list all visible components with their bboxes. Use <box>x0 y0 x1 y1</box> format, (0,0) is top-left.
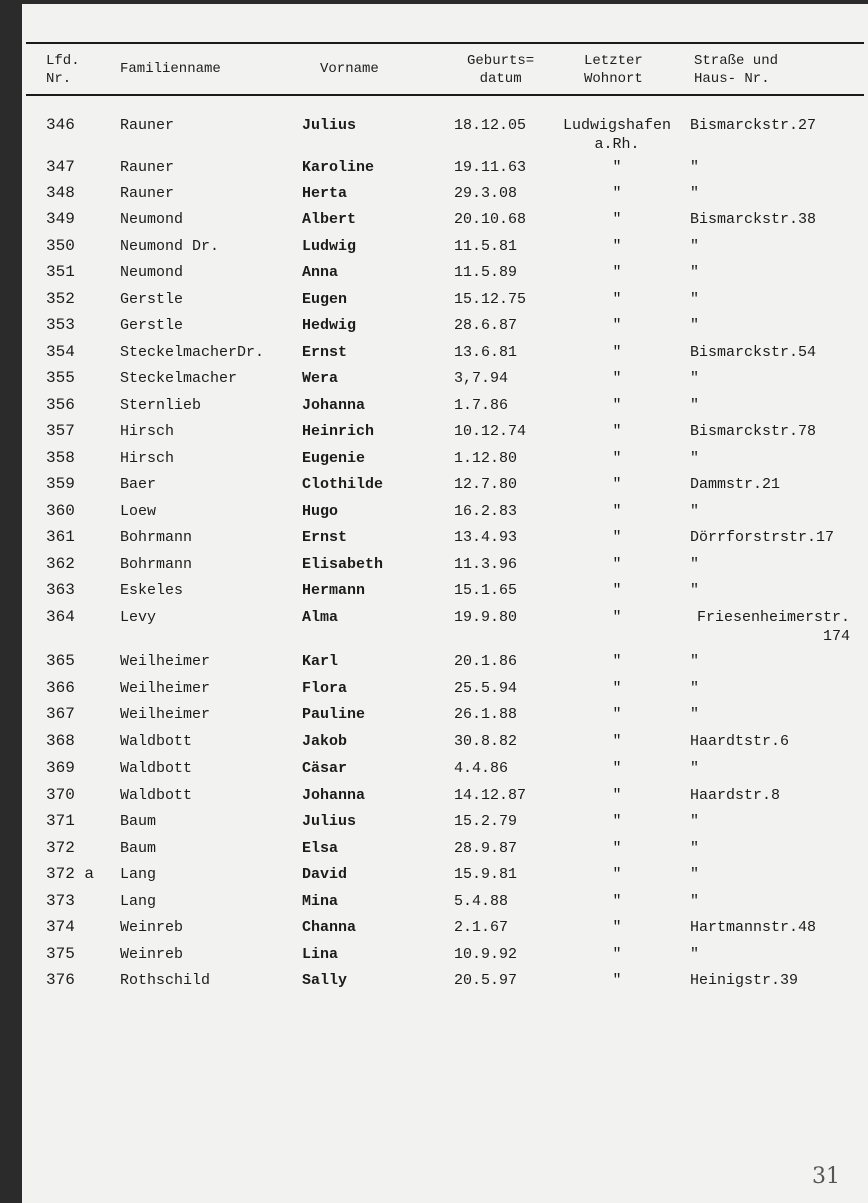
geburtsdatum-cell: 1.12.80 <box>454 450 518 467</box>
familienname-cell: Weilheimer <box>120 706 211 723</box>
geburtsdatum-cell: 15.12.75 <box>454 291 527 308</box>
strasse-cell: Heinigstr.39 <box>690 972 799 989</box>
row-number: 355 <box>46 369 75 387</box>
row-number: 371 <box>46 812 75 830</box>
table-row <box>22 732 868 754</box>
table-row <box>22 679 868 701</box>
row-number: 365 <box>46 652 75 670</box>
wohnort-cell: " <box>612 291 622 308</box>
row-number: 362 <box>46 555 75 573</box>
strasse-cell: Bismarckstr.78 <box>690 423 817 440</box>
strasse-cell: Hartmannstr.48 <box>690 919 817 936</box>
row-number: 368 <box>46 732 75 750</box>
table-row <box>22 290 868 312</box>
geburtsdatum-cell: 3,7.94 <box>454 370 509 387</box>
vorname-cell: Anna <box>302 264 339 281</box>
wohnort-cell: " <box>612 397 622 414</box>
strasse-cell: Dammstr.21 <box>690 476 781 493</box>
header-wohnort: Letzter Wohnort <box>584 53 643 87</box>
geburtsdatum-cell: 25.5.94 <box>454 680 518 697</box>
geburtsdatum-cell: 26.1.88 <box>454 706 518 723</box>
row-number: 376 <box>46 971 75 989</box>
table-row <box>22 158 868 180</box>
table-row <box>22 316 868 338</box>
strasse-cell: " <box>690 503 700 520</box>
vorname-cell: Elsa <box>302 840 339 857</box>
table-row <box>22 971 868 993</box>
wohnort-cell: " <box>612 706 622 723</box>
table-row <box>22 705 868 727</box>
vorname-cell: Hugo <box>302 503 339 520</box>
familienname-cell: Neumond <box>120 264 184 281</box>
wohnort-cell: " <box>612 159 622 176</box>
vorname-cell: Ernst <box>302 529 348 546</box>
table-row <box>22 502 868 524</box>
row-number: 369 <box>46 759 75 777</box>
vorname-cell: Mina <box>302 893 339 910</box>
vorname-cell: Clothilde <box>302 476 384 493</box>
geburtsdatum-cell: 16.2.83 <box>454 503 518 520</box>
table-row <box>22 892 868 914</box>
wohnort-cell: " <box>612 185 622 202</box>
strasse-cell: Dörrforstrstr.17 <box>690 529 835 546</box>
vorname-cell: Julius <box>302 117 357 134</box>
geburtsdatum-cell: 15.1.65 <box>454 582 518 599</box>
row-number: 348 <box>46 184 75 202</box>
vorname-cell: Karl <box>302 653 339 670</box>
wohnort-cell: " <box>612 680 622 697</box>
wohnort-cell: " <box>612 919 622 936</box>
table-row <box>22 581 868 603</box>
vorname-cell: Alma <box>302 609 339 626</box>
strasse-cell: " <box>690 370 700 387</box>
familienname-cell: Weilheimer <box>120 680 211 697</box>
familienname-cell: Hirsch <box>120 450 175 467</box>
row-number: 359 <box>46 475 75 493</box>
familienname-cell: Rothschild <box>120 972 211 989</box>
strasse-cell: " <box>690 582 700 599</box>
wohnort-cell: Ludwigshafen a.Rh. <box>562 117 672 153</box>
table-row <box>22 786 868 808</box>
row-number: 370 <box>46 786 75 804</box>
geburtsdatum-cell: 13.4.93 <box>454 529 518 546</box>
strasse-cell: " <box>690 653 700 670</box>
familienname-cell: Baum <box>120 840 157 857</box>
vorname-cell: Wera <box>302 370 339 387</box>
geburtsdatum-cell: 20.5.97 <box>454 972 518 989</box>
wohnort-cell: " <box>612 866 622 883</box>
vorname-cell: Jakob <box>302 733 348 750</box>
wohnort-cell: " <box>612 972 622 989</box>
table-row <box>22 237 868 259</box>
geburtsdatum-cell: 30.8.82 <box>454 733 518 750</box>
table-row <box>22 865 868 887</box>
vorname-cell: Johanna <box>302 397 366 414</box>
vorname-cell: Sally <box>302 972 348 989</box>
strasse-cell: " <box>690 813 700 830</box>
wohnort-cell: " <box>612 609 622 626</box>
strasse-cell: " <box>690 264 700 281</box>
page-number: 31 <box>812 1164 840 1189</box>
strasse-cell: " <box>690 159 700 176</box>
strasse-cell: Haardstr.8 <box>690 787 781 804</box>
vorname-cell: Eugenie <box>302 450 366 467</box>
familienname-cell: Rauner <box>120 159 175 176</box>
wohnort-cell: " <box>612 893 622 910</box>
vorname-cell: Eugen <box>302 291 348 308</box>
header-geburtsdatum: Geburts= datum <box>467 53 535 87</box>
geburtsdatum-cell: 11.5.89 <box>454 264 518 281</box>
geburtsdatum-cell: 28.9.87 <box>454 840 518 857</box>
strasse-cell: Friesenheimerstr. 174 <box>696 609 850 645</box>
strasse-cell: " <box>690 760 700 777</box>
strasse-cell: " <box>690 397 700 414</box>
vorname-cell: Cäsar <box>302 760 348 777</box>
strasse-cell: " <box>690 893 700 910</box>
header-strasse: Straße und Haus- Nr. <box>694 53 779 87</box>
wohnort-cell: " <box>612 423 622 440</box>
wohnort-cell: " <box>612 264 622 281</box>
wohnort-cell: " <box>612 813 622 830</box>
geburtsdatum-cell: 13.6.81 <box>454 344 518 361</box>
familienname-cell: Bohrmann <box>120 556 193 573</box>
vorname-cell: Johanna <box>302 787 366 804</box>
header-familienname: Familienname <box>120 61 221 77</box>
vorname-cell: Pauline <box>302 706 366 723</box>
header-vorname: Vorname <box>320 61 379 77</box>
familienname-cell: Lang <box>120 866 157 883</box>
strasse-cell: " <box>690 238 700 255</box>
row-number: 367 <box>46 705 75 723</box>
table-row <box>22 475 868 497</box>
wohnort-cell: " <box>612 556 622 573</box>
wohnort-cell: " <box>612 476 622 493</box>
table-row <box>22 945 868 967</box>
geburtsdatum-cell: 14.12.87 <box>454 787 527 804</box>
familienname-cell: Eskeles <box>120 582 184 599</box>
table-row <box>22 369 868 391</box>
vorname-cell: Herta <box>302 185 348 202</box>
geburtsdatum-cell: 19.11.63 <box>454 159 527 176</box>
row-number: 372 a <box>46 865 95 883</box>
row-number: 352 <box>46 290 75 308</box>
table-row <box>22 210 868 232</box>
geburtsdatum-cell: 20.1.86 <box>454 653 518 670</box>
geburtsdatum-cell: 20.10.68 <box>454 211 527 228</box>
wohnort-cell: " <box>612 760 622 777</box>
table-row <box>22 839 868 861</box>
row-number: 375 <box>46 945 75 963</box>
strasse-cell: " <box>690 706 700 723</box>
familienname-cell: Hirsch <box>120 423 175 440</box>
familienname-cell: Waldbott <box>120 760 193 777</box>
header-nr: Lfd. Nr. <box>46 53 80 87</box>
wohnort-cell: " <box>612 733 622 750</box>
strasse-cell: Haardtstr.6 <box>690 733 790 750</box>
strasse-cell: Bismarckstr.54 <box>690 344 817 361</box>
table-row <box>22 396 868 418</box>
document-page <box>22 4 868 1203</box>
wohnort-cell: " <box>612 450 622 467</box>
strasse-cell: " <box>690 317 700 334</box>
table-row <box>22 343 868 365</box>
table-row <box>22 652 868 674</box>
row-number: 351 <box>46 263 75 281</box>
strasse-cell: " <box>690 866 700 883</box>
wohnort-cell: " <box>612 317 622 334</box>
strasse-cell: Bismarckstr.38 <box>690 211 817 228</box>
wohnort-cell: " <box>612 238 622 255</box>
row-number: 349 <box>46 210 75 228</box>
familienname-cell: SteckelmacherDr. <box>120 344 265 361</box>
geburtsdatum-cell: 15.9.81 <box>454 866 518 883</box>
familienname-cell: Levy <box>120 609 157 626</box>
geburtsdatum-cell: 12.7.80 <box>454 476 518 493</box>
table-row <box>22 528 868 550</box>
wohnort-cell: " <box>612 344 622 361</box>
wohnort-cell: " <box>612 529 622 546</box>
geburtsdatum-cell: 10.12.74 <box>454 423 527 440</box>
table-row <box>22 422 868 444</box>
vorname-cell: Elisabeth <box>302 556 384 573</box>
geburtsdatum-cell: 1.7.86 <box>454 397 509 414</box>
vorname-cell: Hermann <box>302 582 366 599</box>
familienname-cell: Bohrmann <box>120 529 193 546</box>
strasse-cell: " <box>690 840 700 857</box>
vorname-cell: Lina <box>302 946 339 963</box>
geburtsdatum-cell: 10.9.92 <box>454 946 518 963</box>
vorname-cell: Ernst <box>302 344 348 361</box>
geburtsdatum-cell: 28.6.87 <box>454 317 518 334</box>
familienname-cell: Rauner <box>120 117 175 134</box>
familienname-cell: Weinreb <box>120 919 184 936</box>
row-number: 366 <box>46 679 75 697</box>
geburtsdatum-cell: 29.3.08 <box>454 185 518 202</box>
wohnort-cell: " <box>612 787 622 804</box>
row-number: 346 <box>46 116 75 134</box>
wohnort-cell: " <box>612 211 622 228</box>
strasse-cell: Bismarckstr.27 <box>690 117 817 134</box>
vorname-cell: Ludwig <box>302 238 357 255</box>
familienname-cell: Gerstle <box>120 317 184 334</box>
vorname-cell: Heinrich <box>302 423 375 440</box>
geburtsdatum-cell: 5.4.88 <box>454 893 509 910</box>
familienname-cell: Weilheimer <box>120 653 211 670</box>
strasse-cell: " <box>690 185 700 202</box>
strasse-cell: " <box>690 291 700 308</box>
row-number: 353 <box>46 316 75 334</box>
row-number: 360 <box>46 502 75 520</box>
table-row <box>22 116 868 153</box>
familienname-cell: Waldbott <box>120 733 193 750</box>
familienname-cell: Weinreb <box>120 946 184 963</box>
row-number: 347 <box>46 158 75 176</box>
familienname-cell: Neumond <box>120 211 184 228</box>
familienname-cell: Gerstle <box>120 291 184 308</box>
vorname-cell: Albert <box>302 211 357 228</box>
table-row <box>22 184 868 206</box>
wohnort-cell: " <box>612 370 622 387</box>
strasse-cell: " <box>690 680 700 697</box>
table-row <box>22 918 868 940</box>
strasse-cell: " <box>690 946 700 963</box>
vorname-cell: David <box>302 866 348 883</box>
table-row <box>22 263 868 285</box>
geburtsdatum-cell: 4.4.86 <box>454 760 509 777</box>
vorname-cell: Flora <box>302 680 348 697</box>
row-number: 357 <box>46 422 75 440</box>
strasse-cell: " <box>690 450 700 467</box>
table-row <box>22 608 868 645</box>
row-number: 373 <box>46 892 75 910</box>
strasse-cell: " <box>690 556 700 573</box>
wohnort-cell: " <box>612 653 622 670</box>
familienname-cell: Waldbott <box>120 787 193 804</box>
geburtsdatum-cell: 15.2.79 <box>454 813 518 830</box>
vorname-cell: Julius <box>302 813 357 830</box>
row-number: 356 <box>46 396 75 414</box>
row-number: 372 <box>46 839 75 857</box>
wohnort-cell: " <box>612 582 622 599</box>
familienname-cell: Baum <box>120 813 157 830</box>
familienname-cell: Sternlieb <box>120 397 202 414</box>
vorname-cell: Karoline <box>302 159 375 176</box>
familienname-cell: Neumond Dr. <box>120 238 220 255</box>
row-number: 350 <box>46 237 75 255</box>
geburtsdatum-cell: 11.3.96 <box>454 556 518 573</box>
row-number: 354 <box>46 343 75 361</box>
wohnort-cell: " <box>612 946 622 963</box>
row-number: 363 <box>46 581 75 599</box>
familienname-cell: Lang <box>120 893 157 910</box>
geburtsdatum-cell: 19.9.80 <box>454 609 518 626</box>
familienname-cell: Baer <box>120 476 157 493</box>
vorname-cell: Hedwig <box>302 317 357 334</box>
familienname-cell: Steckelmacher <box>120 370 238 387</box>
header-rule <box>26 94 864 96</box>
wohnort-cell: " <box>612 840 622 857</box>
familienname-cell: Rauner <box>120 185 175 202</box>
table-row <box>22 449 868 471</box>
table-row <box>22 759 868 781</box>
geburtsdatum-cell: 2.1.67 <box>454 919 509 936</box>
row-number: 364 <box>46 608 75 626</box>
table-row <box>22 555 868 577</box>
geburtsdatum-cell: 18.12.05 <box>454 117 527 134</box>
wohnort-cell: " <box>612 503 622 520</box>
row-number: 374 <box>46 918 75 936</box>
familienname-cell: Loew <box>120 503 157 520</box>
row-number: 358 <box>46 449 75 467</box>
row-number: 361 <box>46 528 75 546</box>
geburtsdatum-cell: 11.5.81 <box>454 238 518 255</box>
table-row <box>22 812 868 834</box>
top-rule <box>26 42 864 44</box>
vorname-cell: Channa <box>302 919 357 936</box>
